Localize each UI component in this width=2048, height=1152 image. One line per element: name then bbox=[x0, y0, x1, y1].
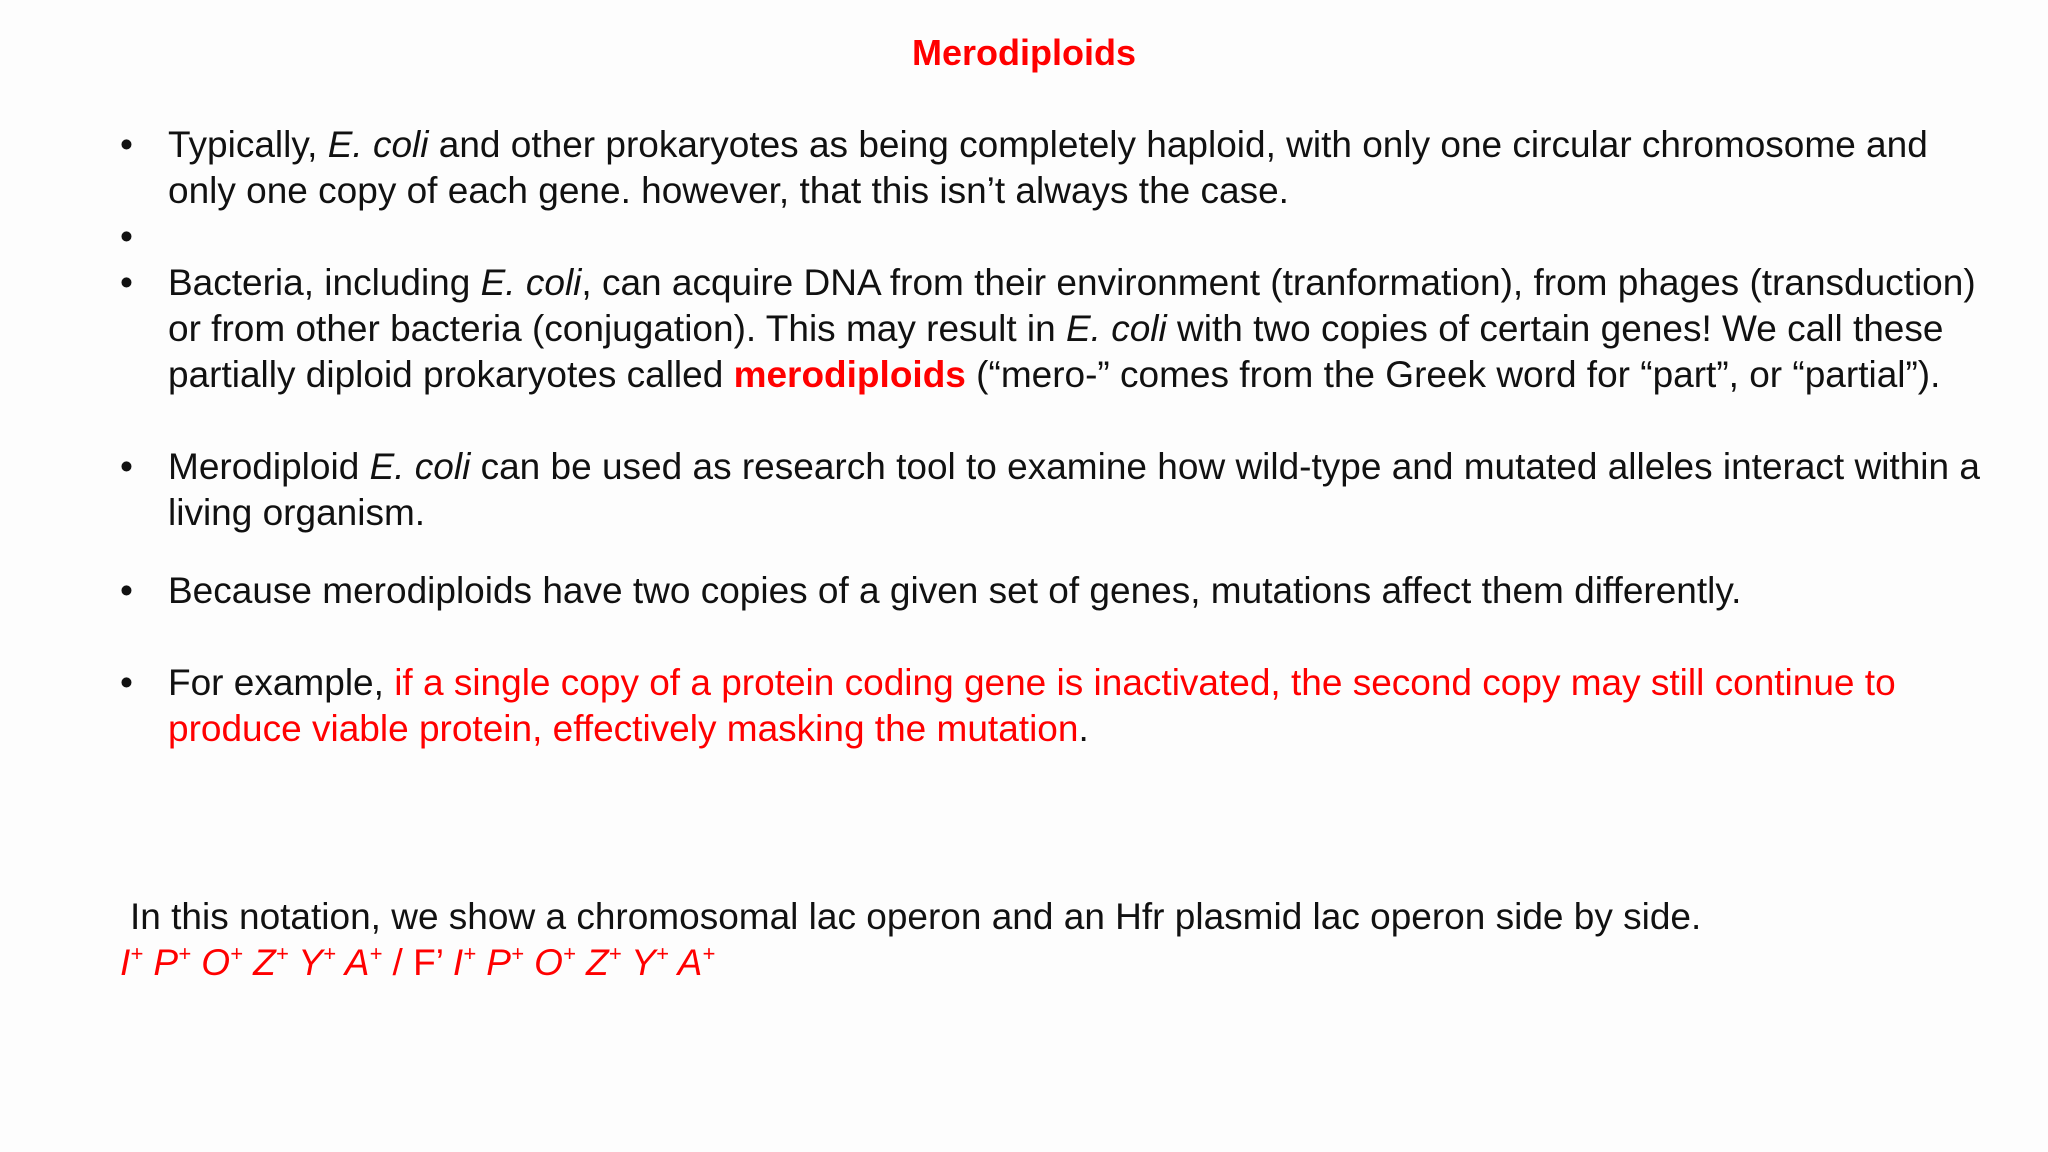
bullet-text: (“mero-” comes from the Greek word for “part”, or “partial”). bbox=[965, 354, 1941, 395]
bullet-marker: • bbox=[120, 446, 133, 487]
bullet-list bbox=[120, 122, 2000, 752]
bullet-marker: • bbox=[120, 262, 133, 303]
plasmid-gene-Z: Z+ bbox=[586, 941, 622, 983]
bullet-text: Typically, bbox=[168, 124, 328, 165]
species-name: E. coli bbox=[1065, 308, 1167, 349]
bullet-text: , can acquire DNA from their environment (tranformation), from phages (transduction) or from other bacteria (conjugation). This may result in bbox=[168, 262, 1976, 349]
bullet-item bbox=[120, 260, 2000, 398]
gene-P: P+ bbox=[153, 941, 191, 983]
bullet-item bbox=[120, 660, 2000, 752]
bullet-marker: • bbox=[120, 662, 133, 703]
bullet-text: Merodiploid bbox=[168, 446, 370, 487]
species-name: E. coli bbox=[480, 262, 582, 303]
bullet-text: can be used as research tool to examine how wild-type and mutated alleles interact within a living organism. bbox=[168, 446, 1980, 533]
plasmid-gene-P: P+ bbox=[486, 941, 524, 983]
gene-O: O+ bbox=[201, 941, 243, 983]
bullet-text: and other prokaryotes as being completely haploid, with only one circular chromosome and only one copy of each gene. however, that this isn’t always the case. bbox=[168, 124, 1928, 211]
slide-title: Merodiploids bbox=[912, 32, 1136, 73]
bullet-marker: • bbox=[120, 570, 133, 611]
gene-Z: Z+ bbox=[253, 941, 289, 983]
bullet-marker: • bbox=[120, 216, 133, 257]
species-name: E. coli bbox=[327, 124, 429, 165]
bullet-text: with two copies of certain genes! We call these partially diploid prokaryotes called bbox=[168, 308, 1944, 395]
bullet-item-empty bbox=[120, 214, 2000, 260]
bullet-text: Bacteria, including bbox=[168, 262, 481, 303]
bullet-marker: • bbox=[120, 124, 133, 165]
bullet-text: Because merodiploids have two copies of a given set of genes, mutations affect them differently. bbox=[168, 570, 1742, 611]
bullet-text: For example, bbox=[168, 662, 395, 703]
bullet-text: . bbox=[1078, 708, 1089, 749]
gene-Y: Y+ bbox=[298, 941, 336, 983]
species-name: E. coli bbox=[369, 446, 471, 487]
plasmid-gene-A: A+ bbox=[677, 941, 716, 983]
notation-caption: In this notation, we show a chromosomal lac operon and an Hfr plasmid lac operon side by side. bbox=[130, 896, 1702, 937]
bullet-item bbox=[120, 122, 2000, 214]
plasmid-gene-O: O+ bbox=[534, 941, 576, 983]
plasmid-separator: / F’ bbox=[382, 942, 453, 983]
highlighted-term: merodiploids bbox=[733, 354, 966, 395]
genotype-formula bbox=[120, 940, 715, 986]
plasmid-gene-I: I+ bbox=[452, 941, 476, 983]
gene-I: I+ bbox=[120, 941, 144, 983]
highlighted-text: if a single copy of a protein coding gene is inactivated, the second copy may still continue to produce viable protein, effectively masking the mutation bbox=[168, 662, 1896, 749]
bullet-item bbox=[120, 444, 2000, 536]
plasmid-gene-Y: Y+ bbox=[631, 941, 669, 983]
gene-A: A+ bbox=[344, 941, 383, 983]
bullet-item bbox=[120, 568, 2000, 614]
